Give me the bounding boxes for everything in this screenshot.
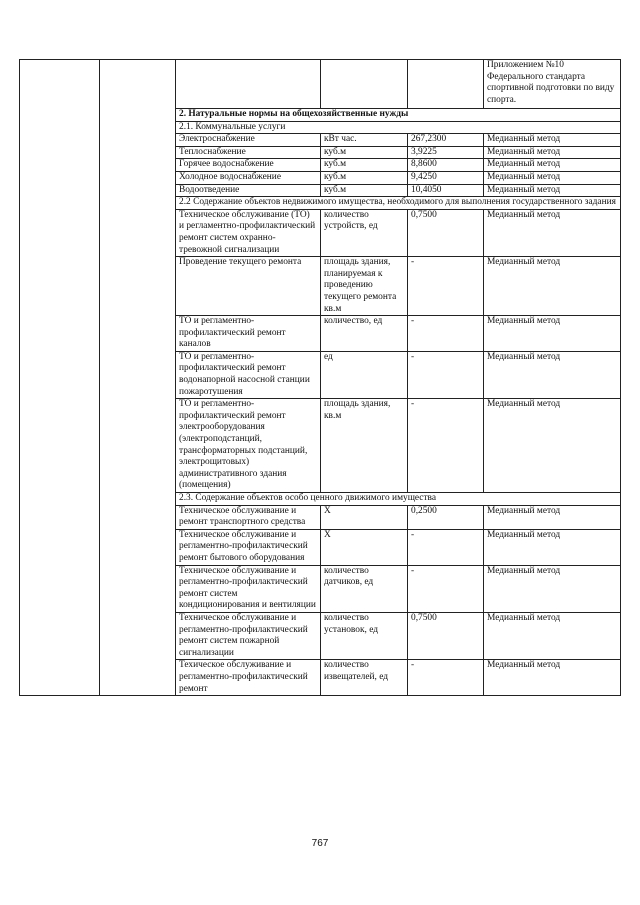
cell-name: Теплоснабжение xyxy=(176,146,321,159)
cell-method: Медианный метод xyxy=(484,565,621,612)
cell-name: Техническое обслуживание и регламентно-профилактический ремонт систем кондиционирования и вентиляции xyxy=(176,565,321,612)
cell-method: Медианный метод xyxy=(484,505,621,529)
cell-unit: количество установок, ед xyxy=(321,612,408,659)
cell-method: Медианный метод xyxy=(484,257,621,316)
cell-method: Медианный метод xyxy=(484,529,621,565)
cell-method: Медианный метод xyxy=(484,209,621,256)
cell-name: Техническое обслуживание (ТО) и регламентно-профилактический ремонт систем охранно-тревожной сигнализации xyxy=(176,209,321,256)
cell-name: Проведение текущего ремонта xyxy=(176,257,321,316)
cell-value: - xyxy=(408,399,484,493)
cell-value: 9,4250 xyxy=(408,171,484,184)
cell-name: Водоотведение xyxy=(176,184,321,197)
subsection-title: 2.2 Содержание объектов недвижимого имущества, необходимого для выполнения государственного задания xyxy=(176,197,621,210)
cell-value: 0,7500 xyxy=(408,612,484,659)
cell-method: Медианный метод xyxy=(484,171,621,184)
cell-method: Медианный метод xyxy=(484,146,621,159)
cell-method: Медианный метод xyxy=(484,159,621,172)
cell-unit: количество, ед xyxy=(321,316,408,352)
cell-name: ТО и регламентно-профилактический ремонт каналов xyxy=(176,316,321,352)
header-note: Приложением №10 Федерального стандарта спортивной подготовки по виду спорта. xyxy=(484,60,621,109)
cell-unit: кВт час. xyxy=(321,134,408,147)
cell-value: - xyxy=(408,316,484,352)
cell-value: 0,2500 xyxy=(408,505,484,529)
cell-method: Медианный метод xyxy=(484,660,621,696)
cell-name: Электроснабжение xyxy=(176,134,321,147)
cell-name: ТО и регламентно-профилактический ремонт водонапорной насосной станции пожаротушения xyxy=(176,351,321,398)
cell-name: Техническое обслуживание и ремонт транспортного средства xyxy=(176,505,321,529)
cell-unit: количество устройств, ед xyxy=(321,209,408,256)
cell-unit: куб.м xyxy=(321,171,408,184)
cell-method: Медианный метод xyxy=(484,316,621,352)
cell-value: - xyxy=(408,565,484,612)
cell-value: 8,8600 xyxy=(408,159,484,172)
cell-unit: куб.м xyxy=(321,184,408,197)
page-number: 767 xyxy=(311,838,329,849)
cell-method: Медианный метод xyxy=(484,351,621,398)
cell-name: Холодное водоснабжение xyxy=(176,171,321,184)
cell-name: Техническое обслуживание и регламентно-профилактический ремонт систем пожарной сигнализации xyxy=(176,612,321,659)
norms-table xyxy=(19,59,621,696)
cell-method: Медианный метод xyxy=(484,399,621,493)
cell-name: Горячее водоснабжение xyxy=(176,159,321,172)
blank-column-2 xyxy=(100,60,176,696)
cell-method: Медианный метод xyxy=(484,134,621,147)
header-row xyxy=(20,60,621,109)
cell-unit: количество извещателей, ед xyxy=(321,660,408,696)
cell-unit: площадь здания, кв.м xyxy=(321,399,408,493)
cell-name: Техническое обслуживание и регламентно-профилактический ремонт бытового оборудования xyxy=(176,529,321,565)
cell-value: - xyxy=(408,529,484,565)
cell-method: Медианный метод xyxy=(484,184,621,197)
cell-unit: ед xyxy=(321,351,408,398)
cell-unit: куб.м xyxy=(321,146,408,159)
cell-unit: Х xyxy=(321,529,408,565)
cell-method: Медианный метод xyxy=(484,612,621,659)
cell-unit: площадь здания, планируемая к проведению текущего ремонта кв.м xyxy=(321,257,408,316)
cell-unit: количество датчиков, ед xyxy=(321,565,408,612)
cell-value: 10,4050 xyxy=(408,184,484,197)
section-title: 2. Натуральные нормы на общехозяйственные нужды xyxy=(176,109,621,122)
cell-unit: Х xyxy=(321,505,408,529)
cell-value: 0,7500 xyxy=(408,209,484,256)
cell-value: 3,9225 xyxy=(408,146,484,159)
subsection-title: 2.1. Коммунальные услуги xyxy=(176,121,621,134)
cell-unit: куб.м xyxy=(321,159,408,172)
cell-name: Техическое обслуживание и регламентно-профилактический ремонт xyxy=(176,660,321,696)
subsection-title: 2.3. Содержание объектов особо ценного движимого имущества xyxy=(176,493,621,506)
cell-value: - xyxy=(408,660,484,696)
cell-value: - xyxy=(408,351,484,398)
blank-column-1 xyxy=(20,60,100,696)
cell-value: 267,2300 xyxy=(408,134,484,147)
cell-name: ТО и регламентно-профилактический ремонт электрооборудования (электроподстанций, трансформаторных подстанций, электрощитовых) административного здания (помещения) xyxy=(176,399,321,493)
cell-value: - xyxy=(408,257,484,316)
